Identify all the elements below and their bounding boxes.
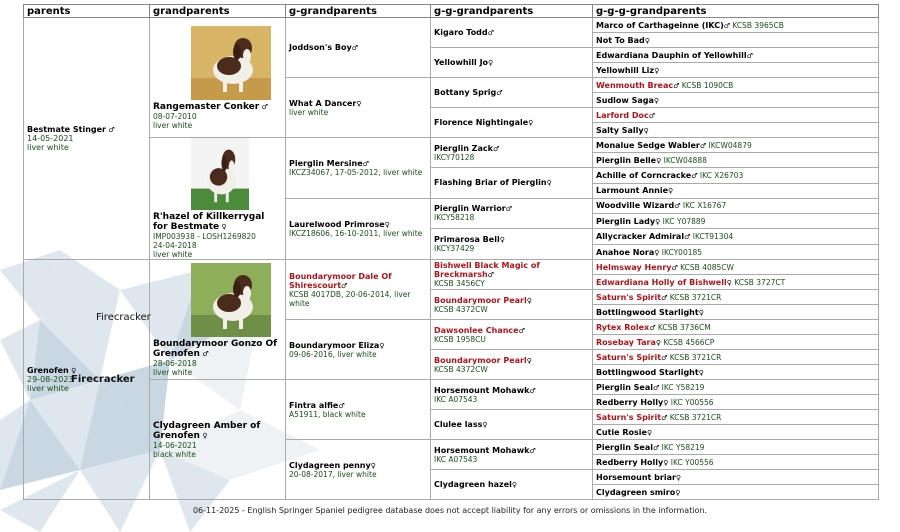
ggg-grandparent-name[interactable]: Edwardiana Holly of Bishwell [596, 277, 727, 287]
gg-grandparent-name[interactable]: Primarosa Bell [434, 235, 500, 245]
firecracker-watermark-top: Firecracker [96, 312, 151, 323]
grandparent-name[interactable]: R'hazel of Killkerrygal for Bestmate [153, 212, 265, 232]
ggg-grandparent-reg: IKC X26703 [699, 170, 744, 180]
ggg-grandparent-name[interactable]: Rytex Rolex [596, 322, 650, 332]
ggg-grandparent-cell [593, 365, 879, 380]
sex-symbol: ♂ [691, 171, 698, 180]
g-grandparent-name[interactable]: Boundarymoor Dale Of Shirescourt [289, 271, 392, 290]
gg-grandparent-cell [431, 380, 593, 410]
ggg-grandparent-name[interactable]: Pierglin Belle [596, 155, 657, 165]
ggg-grandparent-cell [593, 350, 879, 365]
sex-symbol: ♀ [221, 223, 227, 231]
sex-symbol: ♀ [528, 119, 534, 127]
header-gg-grandparents: g-g-grandparents [431, 5, 593, 18]
ggg-grandparent-cell [593, 183, 879, 198]
gg-grandparent-name[interactable]: Yellowhill Jo [434, 58, 489, 67]
sex-symbol: ♀ [663, 398, 669, 407]
ggg-grandparent-cell [593, 275, 879, 290]
g-grandparent-cell [286, 18, 431, 78]
pedigree-body [24, 18, 879, 500]
sex-symbol: ♀ [655, 338, 662, 347]
ggg-grandparent-reg: IKCT91304 [692, 232, 734, 242]
g-grandparent-details: 20-08-2017, liver white [289, 469, 377, 479]
sex-symbol: ♂ [505, 205, 512, 214]
gg-grandparent-reg: KCSB 1958CU [434, 334, 486, 344]
footer-disclaimer: 06-11-2025 - English Springer Spaniel pedigree database does not accept liability for any errors or omissions in the information. [192, 506, 708, 515]
sex-symbol: ♂ [648, 111, 656, 120]
g-grandparent-details: KCSB 4017DB, 20-06-2014, liver white [289, 289, 411, 308]
ggg-grandparent-cell [593, 335, 879, 350]
g-grandparent-name[interactable]: Boundarymoor Eliza [289, 340, 380, 350]
sex-symbol: ♀ [646, 428, 653, 437]
g-grandparent-details: 09-06-2016, liver white [289, 349, 377, 359]
gg-grandparent-name[interactable]: Florence Nightingale [434, 118, 529, 127]
firecracker-watermark-bottom: Firecracker [71, 374, 135, 385]
sex-symbol: ♂ [653, 383, 660, 392]
ggg-grandparent-cell [593, 93, 879, 108]
g-grandparent-name[interactable]: Joddson's Boy [289, 43, 352, 52]
sex-symbol: ♀ [675, 473, 682, 482]
sex-symbol: ♂ [649, 323, 656, 332]
grandparent-line2: liver white [153, 367, 193, 377]
sex-symbol: ♂ [674, 202, 681, 211]
sex-symbol: ♀ [546, 179, 552, 188]
sex-symbol: ♂ [487, 271, 494, 279]
header-parents: parents [24, 5, 150, 18]
sex-symbol: ♂ [351, 44, 358, 52]
ggg-grandparent-name[interactable]: Helmsway Henry [596, 262, 672, 272]
ggg-grandparent-cell [593, 455, 879, 470]
ggg-grandparent-cell [593, 48, 879, 63]
ggg-grandparent-name[interactable]: Sudlow Saga [596, 95, 654, 105]
ggg-grandparent-name[interactable]: Larmount Annie [596, 186, 669, 196]
ggg-grandparent-reg: KCSB 3721CR [669, 412, 722, 422]
ggg-grandparent-name[interactable]: Saturn's Spirit [596, 412, 662, 422]
gg-grandparent-cell [431, 290, 593, 320]
ggg-grandparent-cell [593, 470, 879, 485]
sex-symbol: ♂ [341, 281, 348, 290]
g-grandparent-name[interactable]: Clydagreen penny [289, 460, 371, 470]
ggg-grandparent-reg: IKC Y58219 [661, 382, 705, 392]
ggg-grandparent-name[interactable]: Saturn's Spirit [596, 292, 662, 302]
gg-grandparent-name[interactable]: Clulee lass [434, 420, 483, 429]
ggg-grandparent-reg: IKC X16767 [682, 201, 727, 211]
gg-grandparent-reg: KCSB 4372CW [434, 364, 488, 374]
grandparent-name[interactable]: Rangemaster Conker [153, 101, 260, 112]
gg-grandparent-reg: IKC A07543 [434, 394, 478, 404]
ggg-grandparent-reg: IKCW04879 [708, 140, 752, 150]
g-grandparent-cell [286, 260, 431, 320]
gg-grandparent-name[interactable]: Boundarymoor Pearl [434, 295, 527, 305]
g-grandparent-details: liver white [289, 107, 329, 117]
gg-grandparent-reg: IKCY70128 [434, 152, 475, 162]
sex-symbol: ♀ [202, 431, 208, 440]
sex-symbol: ♀ [482, 421, 488, 429]
ggg-grandparent-name[interactable]: Rosebay Tara [596, 337, 656, 347]
pedigree-row [24, 18, 879, 33]
gg-grandparent-cell [431, 470, 593, 500]
ggg-grandparent-reg: IKC Y07889 [662, 216, 706, 226]
sex-symbol: ♀ [526, 296, 532, 305]
grandparent-cell [150, 138, 286, 260]
ggg-grandparent-name[interactable]: Wenmouth Breac [596, 80, 674, 90]
sex-symbol: ♀ [379, 341, 385, 350]
grandparent-name[interactable]: Clydagreen Amber of Grenofen [153, 420, 261, 441]
dog-photo [191, 263, 271, 337]
pedigree-row [24, 380, 879, 395]
ggg-grandparent-cell [593, 229, 879, 245]
ggg-grandparent-name[interactable]: Marco of Carthageinne (IKC) [596, 20, 724, 30]
sex-symbol: ♀ [663, 458, 669, 467]
sex-symbol: ♀ [698, 308, 704, 317]
ggg-grandparent-cell [593, 290, 879, 305]
sex-symbol: ♀ [698, 368, 704, 377]
ggg-grandparent-name[interactable]: Horsemount briar [596, 472, 676, 482]
sex-symbol: ♂ [653, 443, 660, 452]
ggg-grandparent-name[interactable]: Yellowhill Liz [596, 65, 655, 75]
ggg-grandparent-reg: IKC Y00556 [670, 397, 714, 407]
parent-name[interactable]: Bestmate Stinger [27, 125, 106, 134]
sex-symbol: ♀ [356, 99, 362, 108]
gg-grandparent-name[interactable]: Pierglin Zack [434, 143, 493, 153]
parent-name[interactable]: Grenofen [27, 366, 69, 375]
sex-symbol: ♂ [108, 126, 115, 134]
sex-symbol: ♂ [661, 353, 668, 362]
sex-symbol: ♀ [644, 36, 650, 45]
sex-symbol: ♀ [643, 126, 649, 135]
sex-symbol: ♀ [655, 217, 661, 226]
sex-symbol: ♂ [261, 102, 268, 111]
grandparent-line3: liver white [153, 250, 193, 259]
grandparent-line1: IMP003938 - LOSH1269820 [153, 232, 256, 241]
gg-grandparent-cell [431, 229, 593, 260]
sex-symbol: ♂ [661, 293, 668, 302]
pedigree-row [24, 260, 879, 275]
ggg-grandparent-reg: KCSB 1090CB [681, 80, 734, 90]
gg-grandparent-cell [431, 138, 593, 168]
ggg-grandparent-name[interactable]: Pierglin Seal [596, 382, 653, 392]
ggg-grandparent-cell [593, 138, 879, 153]
gg-grandparent-name[interactable]: Pierglin Warrior [434, 204, 506, 214]
gg-grandparent-reg: KCSB 4372CW [434, 304, 488, 314]
g-grandparent-cell [286, 380, 431, 440]
ggg-grandparent-cell [593, 18, 879, 33]
header-grandparents: grandparents [150, 5, 286, 18]
sex-symbol: ♀ [384, 220, 390, 229]
sex-symbol: ♀ [654, 66, 660, 75]
ggg-grandparent-name[interactable]: Monalue Sedge Wabler [596, 140, 700, 150]
gg-grandparent-name[interactable]: Boundarymoor Pearl [434, 355, 527, 365]
sex-symbol: ♀ [511, 481, 518, 489]
g-grandparent-cell [286, 198, 431, 259]
sex-symbol: ♂ [362, 159, 369, 168]
parent-color: liver white [27, 384, 69, 393]
grandparent-cell [150, 380, 286, 500]
g-grandparent-cell [286, 320, 431, 380]
g-grandparent-details: A51911, black white [289, 409, 366, 419]
gg-grandparent-name[interactable]: Bottany Sprig [434, 88, 497, 97]
ggg-grandparent-name[interactable]: Woodville Wizard [596, 201, 675, 211]
sex-symbol: ♂ [746, 51, 753, 60]
ggg-grandparent-name[interactable]: Achille of Corncracke [596, 170, 692, 180]
sex-symbol: ♀ [675, 488, 681, 497]
gg-grandparent-name[interactable]: Clydagreen hazel [434, 480, 512, 489]
ggg-grandparent-cell [593, 33, 879, 48]
parent-cell [24, 18, 150, 260]
ggg-grandparent-name[interactable]: Not To Bad [596, 35, 645, 45]
ggg-grandparent-name[interactable]: Redberry Holly [596, 457, 664, 467]
ggg-grandparent-cell [593, 78, 879, 93]
ggg-grandparent-name[interactable]: Bottlingwood Starlight [596, 307, 699, 317]
ggg-grandparent-cell [593, 153, 879, 168]
ggg-grandparent-cell [593, 198, 879, 214]
ggg-grandparent-cell [593, 123, 879, 138]
g-grandparent-name[interactable]: Pierglin Mersine [289, 158, 363, 168]
sex-symbol: ♂ [492, 144, 500, 153]
grandparent-cell [150, 260, 286, 380]
gg-grandparent-name[interactable]: Horsemount Mohawk [434, 385, 530, 395]
sex-symbol: ♂ [338, 401, 345, 410]
ggg-grandparent-reg: KCSB 3721CR [669, 352, 722, 362]
ggg-grandparent-name[interactable]: Salty Sally [596, 125, 644, 135]
pedigree-row [24, 138, 879, 153]
ggg-grandparent-name[interactable]: Pierglin Seal [596, 442, 653, 452]
ggg-grandparent-name[interactable]: Saturn's Spirit [596, 352, 662, 362]
sex-symbol: ♀ [71, 367, 77, 375]
sex-symbol: ♂ [518, 326, 525, 335]
sex-symbol: ♀ [499, 236, 505, 245]
gg-grandparent-cell [431, 260, 593, 290]
ggg-grandparent-name[interactable]: Edwardiana Dauphin of Yellowhill [596, 50, 747, 60]
ggg-grandparent-name[interactable]: Anahoe Nora [596, 247, 655, 257]
ggg-grandparent-name[interactable]: Larford Doc [596, 110, 649, 120]
grandparent-line2: liver white [153, 120, 193, 130]
ggg-grandparent-cell [593, 395, 879, 410]
gg-grandparent-reg: IKCY58218 [434, 213, 475, 223]
gg-grandparent-reg: IKCY37429 [434, 244, 475, 254]
g-grandparent-cell [286, 440, 431, 500]
ggg-grandparent-name[interactable]: Allycracker Admiral [596, 232, 685, 242]
sex-symbol: ♂ [487, 29, 494, 37]
header-g-grandparents: g-grandparents [286, 5, 431, 18]
header-ggg-grandparents: g-g-g-grandparents [593, 5, 879, 18]
gg-grandparent-cell [431, 410, 593, 440]
ggg-grandparent-name[interactable]: Cutie Rosie [596, 427, 647, 437]
sex-symbol: ♀ [726, 278, 732, 287]
ggg-grandparent-cell [593, 63, 879, 78]
sex-symbol: ♂ [202, 349, 209, 358]
ggg-grandparent-reg: IKC Y58219 [661, 442, 705, 452]
ggg-grandparent-cell [593, 108, 879, 123]
ggg-grandparent-reg: KCSB 3721CR [669, 292, 722, 302]
gg-grandparent-name[interactable]: Bishwell Black Magic of Breckmarsh [434, 261, 540, 279]
parent-color: liver white [27, 143, 69, 152]
g-grandparent-details: IKCZ18606, 16-10-2011, liver white [289, 228, 423, 238]
gg-grandparent-cell [431, 78, 593, 108]
grandparent-line2: black white [153, 449, 196, 459]
ggg-grandparent-reg: KCSB 3727CT [734, 277, 786, 287]
g-grandparent-name[interactable]: Fintra alfie [289, 400, 339, 410]
sex-symbol: ♂ [723, 21, 730, 30]
ggg-grandparent-cell [593, 380, 879, 395]
ggg-grandparent-cell [593, 320, 879, 335]
sex-symbol: ♀ [654, 248, 660, 257]
ggg-grandparent-cell [593, 260, 879, 275]
gg-grandparent-name[interactable]: Flashing Briar of Pierglin [434, 178, 547, 188]
gg-grandparent-cell [431, 320, 593, 350]
gg-grandparent-name[interactable]: Dawsonlee Chance [434, 325, 519, 335]
sex-symbol: ♀ [668, 187, 674, 196]
ggg-grandparent-cell [593, 214, 879, 229]
dog-photo [191, 26, 271, 100]
gg-grandparent-cell [431, 108, 593, 138]
sex-symbol: ♂ [699, 141, 707, 150]
grandparent-line1: 28-06-2018 [153, 358, 197, 368]
ggg-grandparent-reg: IKC Y00556 [670, 457, 714, 467]
ggg-grandparent-reg: IKCW04888 [663, 155, 707, 165]
ggg-grandparent-cell [593, 485, 879, 500]
gg-grandparent-cell [431, 198, 593, 229]
sex-symbol: ♂ [671, 263, 678, 272]
gg-grandparent-cell [431, 18, 593, 48]
sex-symbol: ♀ [488, 59, 494, 67]
grandparent-line1: 14-06-2021 [153, 440, 197, 450]
sex-symbol: ♀ [526, 356, 532, 365]
ggg-grandparent-cell [593, 440, 879, 455]
gg-grandparent-reg: IKC A07543 [434, 454, 478, 464]
grandparent-cell [150, 18, 286, 138]
gg-grandparent-cell [431, 440, 593, 470]
ggg-grandparent-cell [593, 425, 879, 440]
sex-symbol: ♂ [673, 81, 680, 90]
g-grandparent-cell [286, 78, 431, 138]
sex-symbol: ♀ [370, 461, 376, 470]
parent-date: 14-05-2021 [27, 134, 74, 143]
sex-symbol: ♂ [496, 89, 503, 97]
grandparent-name[interactable]: Boundarymoor Gonzo Of Grenofen [153, 338, 278, 359]
ggg-grandparent-cell [593, 168, 879, 184]
ggg-grandparent-cell [593, 305, 879, 320]
ggg-grandparent-reg: KCSB 4085CW [680, 262, 734, 272]
gg-grandparent-cell [431, 350, 593, 380]
ggg-grandparent-reg: KCSB 3736CM [657, 322, 711, 332]
g-grandparent-details: IKCZ34067, 17-05-2012, liver white [289, 167, 423, 177]
gg-grandparent-cell [431, 168, 593, 199]
ggg-grandparent-reg: KCSB 4566CP [663, 337, 715, 347]
gg-grandparent-name[interactable]: Kigaro Todd [434, 28, 488, 37]
gg-grandparent-reg: KCSB 3456CY [434, 279, 485, 288]
ggg-grandparent-name[interactable]: Pierglin Lady [596, 216, 656, 226]
ggg-grandparent-cell [593, 245, 879, 260]
ggg-grandparent-cell [593, 410, 879, 425]
gg-grandparent-cell [431, 48, 593, 78]
dog-photo [191, 138, 249, 210]
ggg-grandparent-name[interactable]: Bottlingwood Starlight [596, 367, 699, 377]
grandparent-line2: 24-04-2018 [153, 241, 197, 250]
sex-symbol: ♂ [661, 413, 668, 422]
header-row [24, 5, 879, 18]
ggg-grandparent-name[interactable]: Redberry Holly [596, 397, 664, 407]
pedigree-table [23, 4, 879, 500]
ggg-grandparent-reg: KCSB 3965CB [732, 20, 784, 30]
gg-grandparent-name[interactable]: Horsemount Mohawk [434, 445, 530, 455]
sex-symbol: ♂ [529, 446, 536, 455]
ggg-grandparent-reg: IKCY00185 [661, 247, 703, 257]
ggg-grandparent-name[interactable]: Clydagreen smiro [596, 487, 676, 497]
parent-date: 29-08-2023 [27, 375, 74, 384]
grandparent-line1: 08-07-2010 [153, 111, 197, 121]
sex-symbol: ♂ [684, 233, 691, 242]
sex-symbol: ♀ [656, 156, 662, 165]
g-grandparent-name[interactable]: Laurelwood Primrose [289, 219, 385, 229]
sex-symbol: ♂ [529, 386, 536, 395]
g-grandparent-name[interactable]: What A Dancer [289, 98, 357, 108]
sex-symbol: ♀ [653, 96, 660, 105]
g-grandparent-cell [286, 138, 431, 199]
